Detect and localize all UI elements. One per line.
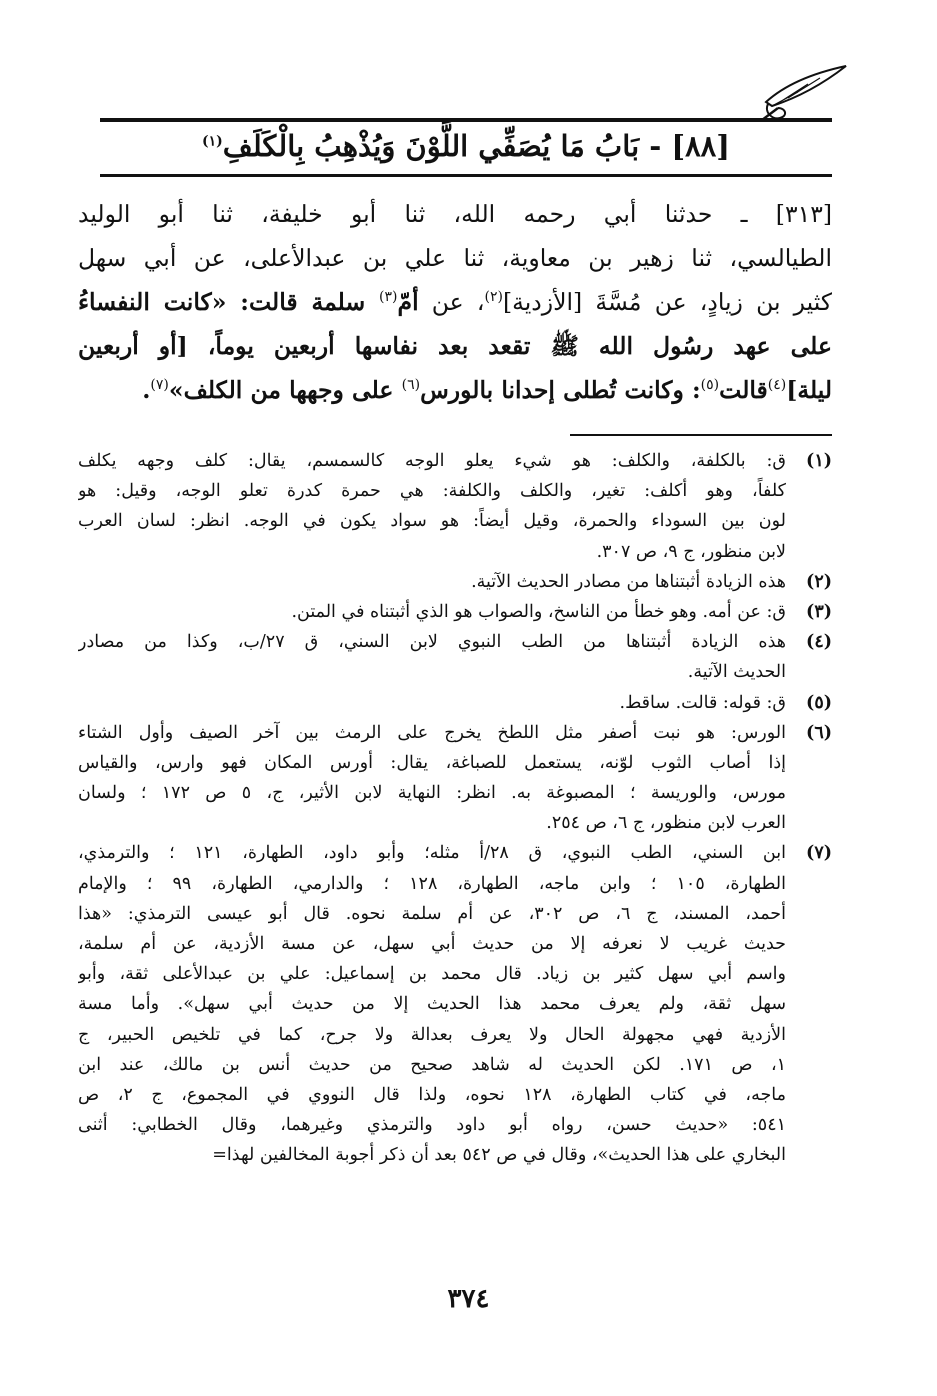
footnote-line: كلفاً، وهو أكلف: تغير، والكلف والكلفة: هي حمرة كدرة تعلو الوجه، وقيل: هو [78, 481, 786, 502]
hadith-line [78, 236, 832, 280]
hadith-segment: . [142, 376, 151, 404]
footnote-line: حديث غريب لا نعرفه إلا من حديث أبي سهل، عن مسة الأزدية، عن أم سلمة، [78, 934, 786, 954]
footnote-ref: (٥) [700, 377, 720, 394]
hadith-line [78, 280, 832, 324]
hadith-segment: ليلة] [786, 376, 832, 404]
footnote-number: (٤) [806, 632, 832, 653]
hadith-segment: : وكانت تُطلى إحدانا بالورس [420, 376, 701, 404]
footnote-ref: (٢) [484, 289, 503, 306]
footnote-line: لابن منظور، ج ٩، ص ٣٠٧. [596, 541, 786, 562]
hadith-segment: ، عن [418, 288, 485, 316]
footnote [78, 597, 832, 627]
hadith-segment: [٣١٣] ـ حدثنا أبي رحمه الله، ثنا أبو خليفة، ثنا أبو الوليد [78, 200, 832, 228]
footnote-line: ٥٤١: «حديث حسن، رواه أبو داود والترمذي وغيرهما، وقال الخطابي: أثنى [78, 1115, 786, 1136]
footnote [78, 838, 832, 1170]
footnote-line: أحمد، المسند، ج ٦، ص ٣٠٢، عن أم سلمة نحوه. قال أبو عيسى الترمذي: «هذا [78, 903, 786, 924]
footnote-ref: (٦) [401, 377, 421, 394]
footnote-line: الطهارة، ١٠٥ ؛ وابن ماجه، الطهارة، ١٢٨ ؛ والدارمي، الطهارة، ٩٩ ؛ والإمام [78, 873, 786, 894]
footnotes [78, 446, 832, 1171]
hadith-segment: قالت [719, 376, 768, 404]
footnote-line: ق: بالكلفة، والكلف: هو شيء يعلو الوجه كالسمسم، يقال: كلف وجهه يكلف [78, 451, 786, 471]
page-number: ٣٧٤ [447, 1284, 490, 1314]
footnote-line: الحديث الآتية. [687, 662, 786, 683]
footnote-line: ماجه، في كتاب الطهارة، ١٢٨ نحوه، ولذا قال النووي في المجموع، ج ٢، ص [78, 1084, 786, 1105]
chapter-footnote-ref: (١) [202, 133, 223, 150]
footnote-ref: (٤) [767, 377, 787, 394]
hadith-segment: على عهد رسُول الله ﷺ تقعد بعد نفاسها أربعين يوماً، [أو أربعين [78, 332, 832, 360]
footnote [78, 688, 832, 718]
footnote-separator [570, 434, 832, 436]
hadith-line [78, 368, 832, 412]
footnote-line: مورس، والوريسة ؛ المصبوغة به. انظر: النهاية لابن الأثير، ج، ٥ ص ١٧٢ ؛ ولسان [78, 783, 786, 804]
footnote-number: (٢) [806, 571, 832, 592]
footnote-number: (٥) [806, 692, 832, 713]
chapter-title [100, 120, 832, 172]
footnote-line: العرب لابن منظور، ج ٦، ص ٢٥٤. [546, 813, 786, 834]
hadith-segment: سلمة قالت: «كانت النفساءُ [78, 288, 380, 316]
footnote-number: (٧) [806, 843, 832, 864]
footnote-line: إذا أصاب الثوب لوّنه، يستعمل للصباغة، يقال: أورس المكان فهو وارس، والقياس [78, 752, 786, 773]
footnote-number: (١) [806, 451, 832, 471]
hadith-text [78, 192, 832, 412]
chapter-title-text: [٨٨] - بَابُ مَا يُصَفِّي اللَّوْنَ وَيُذْهِبُ بِالْكَلَفِ [222, 129, 730, 163]
hadith-segment: كثير بن زيادٍ، عن مُسَّةَ [الأزدية] [502, 288, 832, 316]
footnote-line: واسم أبي سهل كثير بن زياد. قال محمد بن إسماعيل: علي بن عبدالأعلى ثقة، وأبو [78, 964, 786, 985]
footnote-ref: (٣) [379, 289, 398, 306]
footnote-line: ١، ص ١٧١. لكن الحديث له شاهد صحيح من حديث أنس بن مالك، عند ابن [78, 1054, 786, 1075]
hadith-segment: الطيالسي، ثنا زهير بن معاوية، ثنا علي بن عبدالأعلى، عن أبي سهل [78, 244, 832, 272]
quill-pen-icon [758, 62, 848, 124]
footnote-line: ق: عن أمه. وهو خطأ من الناسخ، والصواب هو الذي أثبتناه في المتن. [291, 601, 786, 622]
footnote-line: سهل ثقة، ولم يعرف محمد هذا الحديث إلا من حديث أبي سهل». وأما مسة [78, 994, 786, 1015]
footnote-line: هذه الزيادة أثبتناها من الطب النبوي لابن السني، ق ٢٧/ب، وكذا من مصادر [78, 632, 786, 653]
hadith-line [78, 324, 832, 368]
hadith-line [78, 192, 832, 236]
header-rule-bottom [100, 174, 832, 177]
footnote-ref: (٧) [150, 377, 169, 394]
footnote-line: ابن السني، الطب النبوي، ق ٢٨/أ مثله؛ وأبو داود، الطهارة، ١٢١ ؛ والترمذي، [78, 843, 786, 864]
footnote-line: البخاري على هذا الحديث»، وقال في ص ٥٤٢ بعد أن ذكر أجوبة المخالفين لهذا= [212, 1145, 786, 1166]
footnote [78, 627, 832, 687]
footnote-line: ق: قوله: قالت. ساقط. [619, 692, 786, 713]
footnote-number: (٦) [806, 722, 832, 743]
footnote [78, 446, 832, 567]
footnote-number: (٣) [806, 601, 832, 622]
footnote-line: الأزدية فهي مجهولة الحال ولا يعرف بعدالة ولا جرح، كما في تلخيص الحبير، ج [78, 1024, 786, 1045]
hadith-segment: على وجهها من الكلف» [168, 376, 402, 404]
footnote-line: الورس: هو نبت أصفر مثل اللطخ يخرج على الرمث بين آخر الصيف وأول الشتاء [78, 722, 786, 743]
footnote [78, 718, 832, 839]
footnote-line: هذه الزيادة أثبتناها من مصادر الحديث الآتية. [471, 571, 786, 592]
hadith-segment: أمّ [397, 288, 419, 316]
footnote [78, 567, 832, 597]
footnote-line: لون بين السوداء والحمرة، وقيل أيضاً: هو سواد يكون في الوجه. انظر: لسان العرب [78, 511, 786, 532]
